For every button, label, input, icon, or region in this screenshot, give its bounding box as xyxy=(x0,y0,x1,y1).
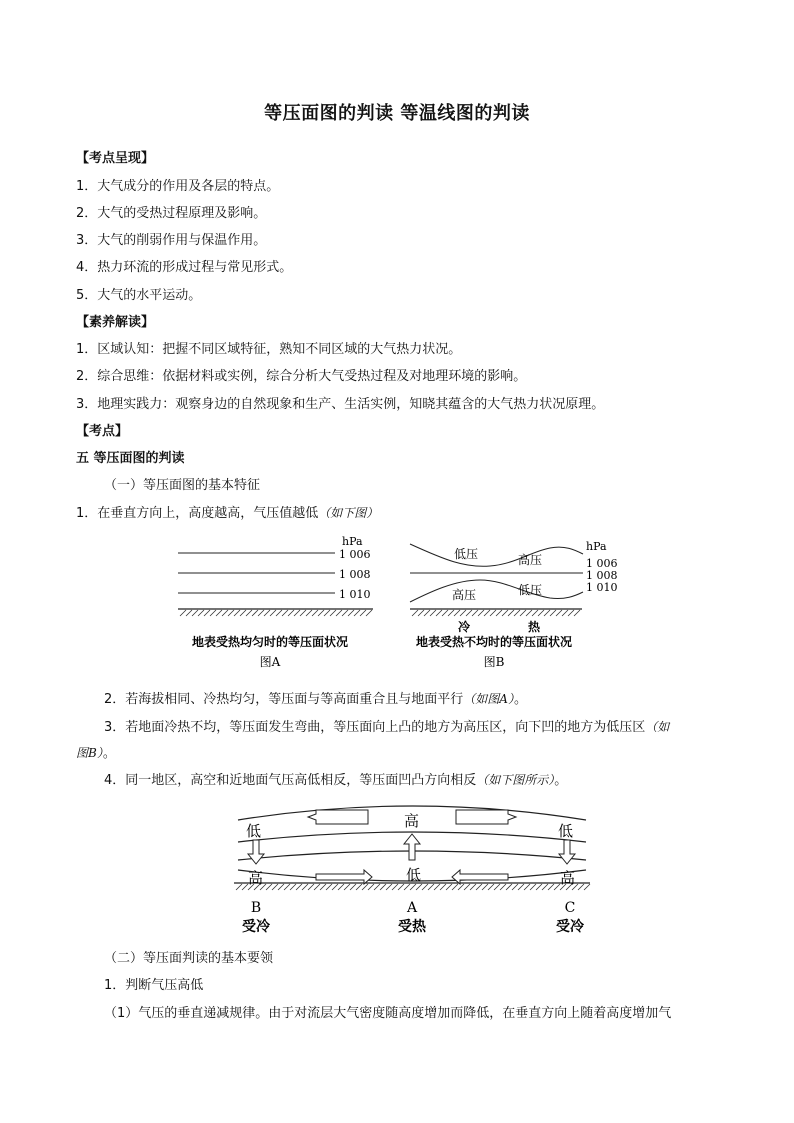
unit-label: hPa xyxy=(586,540,607,553)
list-item: 1．区域认知：把握不同区域特征，熟知不同区域的大气热力状况。 xyxy=(76,342,462,357)
figure-a xyxy=(170,532,385,672)
paragraph-note: （如图A） xyxy=(463,692,514,706)
list-item: 3．大气的削弱作用与保温作用。 xyxy=(76,233,267,248)
isobar-value: 1 008 xyxy=(586,569,618,582)
paragraph-note: 图B） xyxy=(76,746,103,760)
point-c-label: C xyxy=(564,900,576,916)
paragraph: （1）气压的垂直递减规律。由于对流层大气密度随高度增加而降低，在垂直方向上随着高度增加气 xyxy=(104,1006,672,1021)
upper-high-label: 高压 xyxy=(518,553,543,567)
point-a-label: A xyxy=(406,900,418,916)
figure-caption: 地表受热均匀时的等压面状况 xyxy=(191,635,349,649)
section-heading: 五 等压面图的判读 xyxy=(76,451,185,466)
paragraph-note: （如下图） xyxy=(318,506,379,520)
paragraph: 1．判断气压高低 xyxy=(104,978,204,993)
paragraph-text: 4．同一地区，高空和近地面气压高低相反，等压面凹凸方向相反 xyxy=(104,773,477,788)
ground-hatching xyxy=(412,610,580,616)
bottom-left-label: 高 xyxy=(248,869,264,887)
paragraph xyxy=(104,771,567,790)
figure-b xyxy=(400,532,625,672)
list-item: 3．地理实践力：观察身边的自然现象和生产、生活实例，知晓其蕴含的大气热力状况原理。 xyxy=(76,397,605,412)
heading-kaodian-chengxian: 【考点呈现】 xyxy=(76,151,155,166)
paragraph xyxy=(76,504,378,523)
paragraph-text: 3．若地面冷热不均，等压面发生弯曲，等压面向上凸的地方为高压区，向下凹的地方为低压区 xyxy=(104,720,646,735)
top-right-label: 低 xyxy=(558,822,574,840)
thermal-circulation-figure xyxy=(228,800,598,940)
arrow-lower-right xyxy=(316,870,372,884)
bottom-center-label: 低 xyxy=(406,866,422,884)
ground-hatching xyxy=(236,884,590,890)
hot-label: 热 xyxy=(528,620,541,634)
isobar-curve xyxy=(410,580,583,602)
isobar-value: 1 008 xyxy=(339,568,371,581)
arrow-upper-right xyxy=(456,810,516,824)
bottom-right-label: 高 xyxy=(560,869,576,887)
arrow-down-right xyxy=(559,840,575,864)
list-item: 5．大气的水平运动。 xyxy=(76,288,202,303)
isobar-value: 1 006 xyxy=(339,548,371,561)
paragraph-text: 1．在垂直方向上，高度越高，气压值越低 xyxy=(76,506,319,521)
isobar-value: 1 010 xyxy=(586,581,618,594)
paragraph xyxy=(104,690,527,709)
heading-kaodian: 【考点】 xyxy=(76,424,129,439)
paragraph-note: （如下图所示） xyxy=(476,773,555,787)
figure-label: 图B xyxy=(483,655,505,669)
isobar-curve xyxy=(410,544,583,566)
ground-hatching xyxy=(180,610,372,616)
heading-suyang-jiedu: 【素养解读】 xyxy=(76,315,155,330)
list-item: 4．热力环流的形成过程与常见形式。 xyxy=(76,260,293,275)
top-center-label: 高 xyxy=(404,812,420,830)
page-title: 等压面图的判读 等温线图的判读 xyxy=(264,103,530,124)
paragraph-end: 。 xyxy=(554,773,568,788)
paragraph-end: 。 xyxy=(102,746,116,761)
subsection-heading: （二）等压面判读的基本要领 xyxy=(104,951,274,966)
state-c-label: 受冷 xyxy=(556,919,584,935)
arrow-lower-left xyxy=(452,870,508,884)
figure-caption: 地表受热不均时的等压面状况 xyxy=(415,635,573,649)
paragraph-note: （如 xyxy=(645,720,670,734)
state-a-label: 受热 xyxy=(398,919,426,935)
paragraph-end: 。 xyxy=(513,692,527,707)
top-left-label: 低 xyxy=(246,822,262,840)
paragraph-text: 2．若海拔相同、冷热均匀，等压面与等高面重合且与地面平行 xyxy=(104,692,464,707)
upper-low-label: 低压 xyxy=(454,547,479,561)
list-item: 2．综合思维：依据材料或实例，综合分析大气受热过程及对地理环境的影响。 xyxy=(76,369,527,384)
unit-label: hPa xyxy=(342,535,363,548)
paragraph-continuation xyxy=(76,744,116,763)
point-b-label: B xyxy=(250,900,262,916)
isobar-value: 1 006 xyxy=(586,557,618,570)
list-item: 2．大气的受热过程原理及影响。 xyxy=(76,206,267,221)
figure-label: 图A xyxy=(259,655,281,669)
arrow-upper-left xyxy=(308,810,368,824)
list-item: 1．大气成分的作用及各层的特点。 xyxy=(76,179,280,194)
arrow-up-center xyxy=(404,834,420,860)
cold-label: 冷 xyxy=(458,620,471,634)
lower-high-label: 高压 xyxy=(452,588,477,602)
subsection-heading: （一）等压面图的基本特征 xyxy=(104,478,261,493)
lower-low-label: 低压 xyxy=(518,583,543,597)
arrow-down-left xyxy=(248,840,264,864)
state-b-label: 受冷 xyxy=(242,919,270,935)
paragraph xyxy=(104,718,669,737)
isobar-value: 1 010 xyxy=(339,588,371,601)
